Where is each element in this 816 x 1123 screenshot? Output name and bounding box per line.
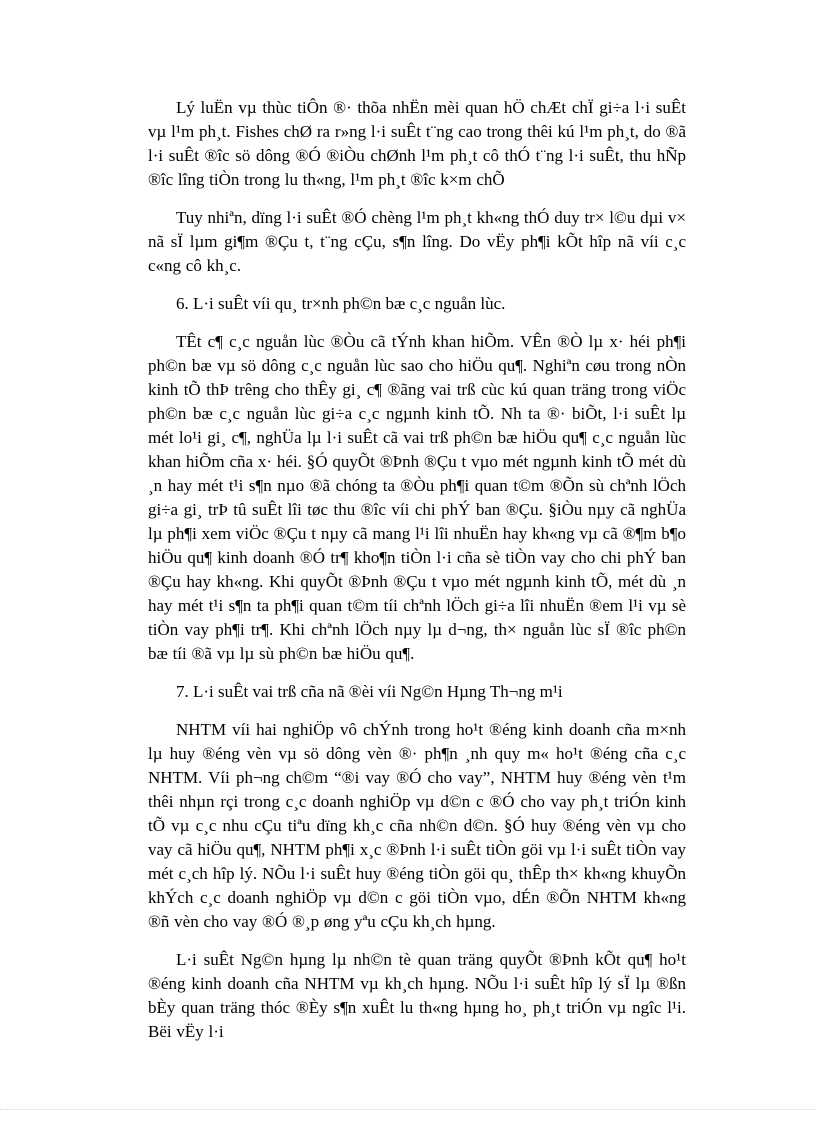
document-body — [148, 96, 686, 1044]
paragraph-interest-inflation: Lý luËn vµ thùc tiÔn ®· thõa nhËn mèi quan hÖ chÆt chÏ gi÷a l·i suÊt vµ l¹m ph¸t. Fishes chØ ra r»ng l·i suÊt t¨ng cao trong thêi kú l¹m ph¸t, do ®ã l·i suÊt ®îc sö dông ®Ó ®iÒu chØnh l¹m ph¸t cô thÓ t¨ng l·i suÊt, thu hÑp ®îc lîng tiÒn trong lu th«ng, l¹m ph¸t ®îc k×m chÕ — [148, 98, 686, 189]
page-bottom-divider — [0, 1109, 816, 1110]
paragraph-anti-inflation-limits: Tuy nhiªn, dïng l·i suÊt ®Ó chèng l¹m ph¸t kh«ng thÓ duy tr× l©u dµi v× nã sÏ lµm gi¶m ®Çu t, t¨ng cÇu, s¶n lîng. Do vËy ph¶i kÕt hîp nã víi c¸c c«ng cô kh¸c. — [148, 208, 686, 275]
section-heading-6: 6. L·i suÊt víi qu¸ tr×nh ph©n bæ c¸c nguån lùc. — [176, 294, 506, 313]
paragraph-bank-interest-rate: L·i suÊt Ng©n hµng lµ nh©n tè quan träng quyÕt ®Þnh kÕt qu¶ ho¹t ®éng kinh doanh cña NHTM vµ kh¸ch hµng. NÕu l·i suÊt hîp lý sÏ lµ ®ßn bÈy quan träng thóc ®Èy s¶n xuÊt lu th«ng hµng ho¸ ph¸t triÓn vµ ngîc l¹i. Bëi vËy l·i — [148, 950, 686, 1041]
section-heading-7: 7. L·i suÊt vai trß cña nã ®èi víi Ng©n Hµng Th¬ng m¹i — [176, 682, 563, 701]
paragraph-resource-allocation: TÊt c¶ c¸c nguån lùc ®Òu cã tÝnh khan hiÕm. VÊn ®Ò lµ x· héi ph¶i ph©n bæ vµ sö dông c¸c nguån lùc sao cho hiÖu qu¶. Nghiªn cøu trong nÒn kinh tÕ thÞ trêng cho thÊy gi¸ c¶ ®ãng vai trß cùc kú quan träng trong viÖc ph©n bæ c¸c nguån lùc gi÷a c¸c ngµnh kinh tÕ. Nh ta ®· biÕt, l·i suÊt lµ mét lo¹i gi¸ c¶, nghÜa lµ l·i suÊt cã vai trß ph©n bæ hiÖu qu¶ c¸c nguån lùc khan hiÕm cña x· héi. §Ó quyÕt ®Þnh ®Çu t vµo mét ngµnh kinh tÕ mét dù ¸n hay mét t¹i s¶n nµo ®ã chóng ta ®Òu ph¶i quan t©m ®Õn sù chªnh lÖch gi÷a gi¸ trÞ tû suÊt lîi tøc thu ®îc víi chi phÝ ban ®Çu. §iÒu nµy cã nghÜa lµ ph¶i xem viÖc ®Çu t nµy cã mang l¹i lîi nhuËn hay kh«ng vµ cã ®¶m b¶o hiÖu qu¶ kinh doanh ®Ó tr¶ kho¶n tiÒn l·i cña sè tiÒn vay cho chi phÝ ban ®Çu hay kh«ng. Khi quyÕt ®Þnh ®Çu t vµo mét ngµnh kinh tÕ, mét dù ¸n hay mét t¹i s¶n ta ph¶i quan t©m tíi chªnh lÖch gi÷a lîi nhuËn ®em l¹i vµ sè tiÒn vay ph¶i tr¶. Khi chªnh lÖch nµy lµ d¬ng, th× nguån lùc sÏ ®îc ph©n bæ tíi ®ã vµ lµ sù ph©n bæ hiÖu qu¶. — [148, 332, 686, 663]
paragraph-commercial-bank-operations: NHTM víi hai nghiÖp vô chÝnh trong ho¹t ®éng kinh doanh cña m×nh lµ huy ®éng vèn vµ sö dông vèn ®· ph¶n ¸nh quy m« ho¹t ®éng cña c¸c NHTM. Víi ph¬ng ch©m “®i vay ®Ó cho vay”, NHTM huy ®éng vèn t¹m thêi nhµn rçi trong c¸c doanh nghiÖp vµ d©n c ®Ó cho vay ph¸t triÓn kinh tÕ vµ c¸c nhu cÇu tiªu dïng kh¸c cña nh©n d©n. §Ó huy ®éng vèn vµ cho vay cã hiÖu qu¶, NHTM ph¶i x¸c ®Þnh l·i suÊt tiÒn göi vµ l·i suÊt tiÒn vay mét c¸ch hîp lý. NÕu l·i suÊt huy ®éng tiÒn göi qu¸ thÊp th× kh«ng khuyÕn khÝch c¸c doanh nghiÖp vµ d©n c göi tiÒn vµo, dÉn ®Õn NHTM kh«ng ®ñ vèn cho vay ®Ó ®¸p øng yªu cÇu kh¸ch hµng. — [148, 720, 686, 931]
